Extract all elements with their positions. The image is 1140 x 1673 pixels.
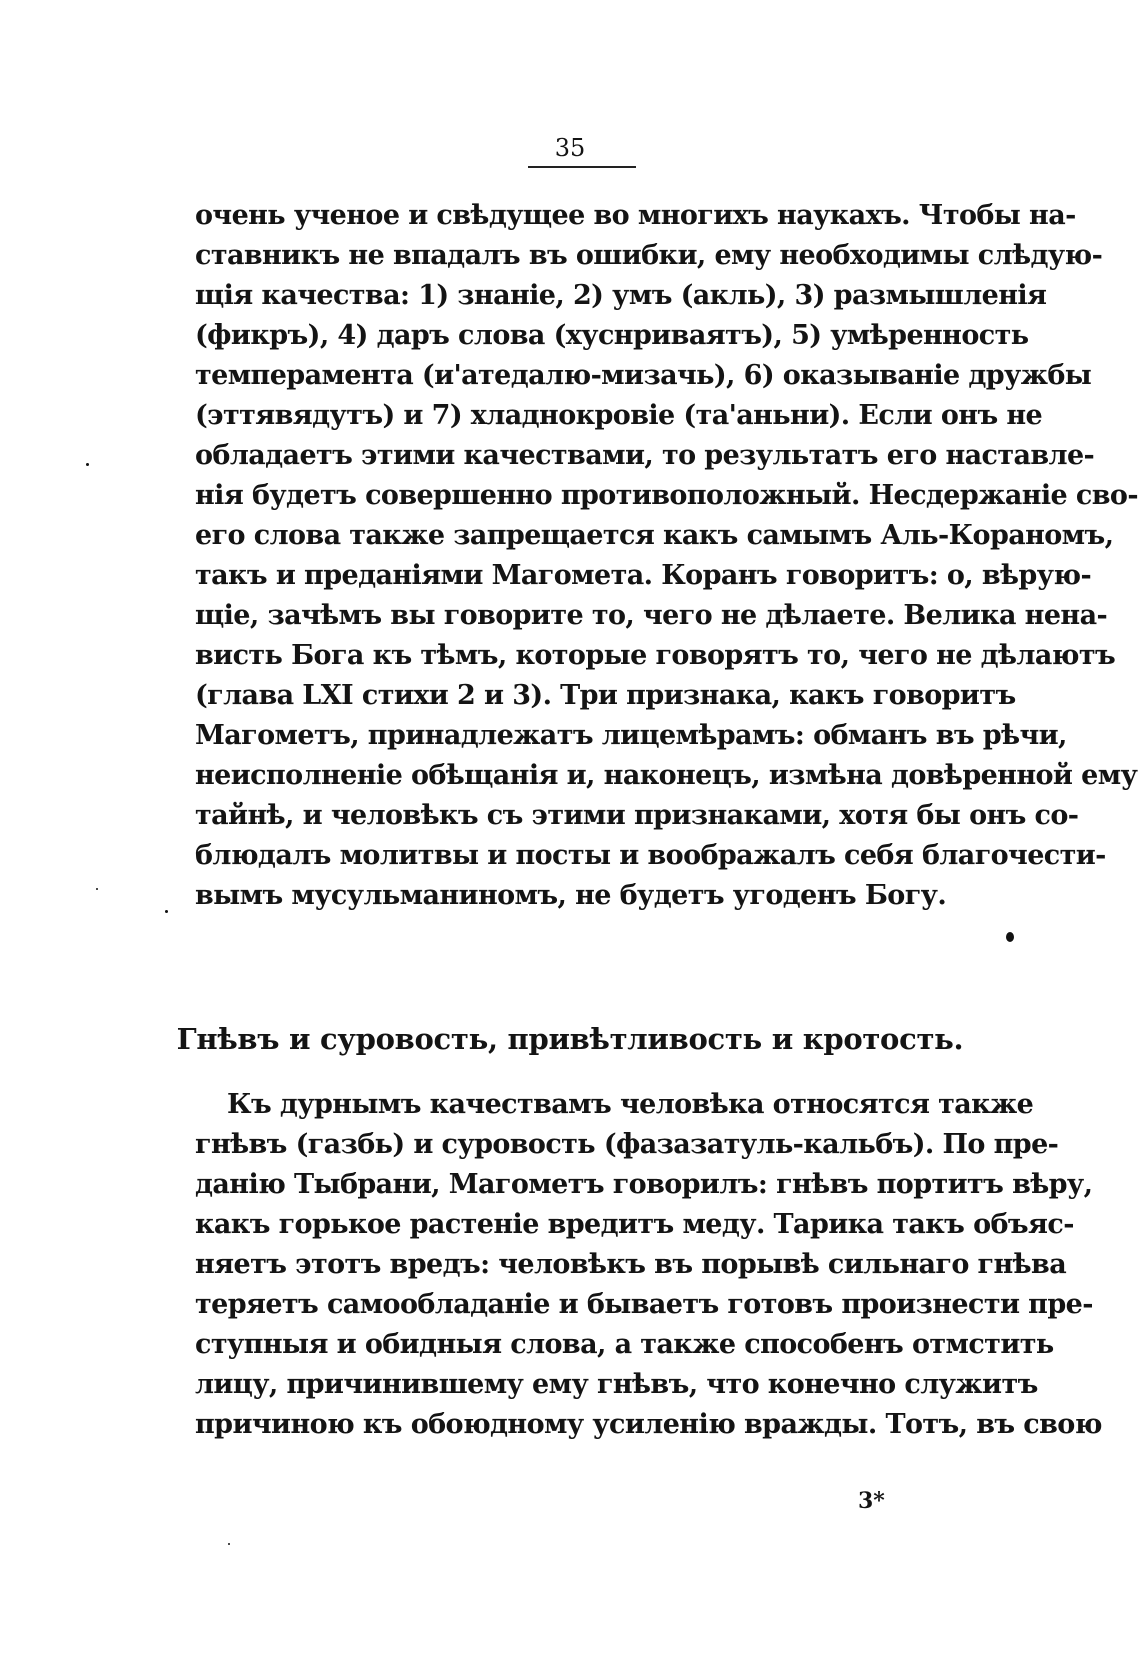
text-line: блюдалъ молитвы и посты и воображалъ себя благочести- [195, 840, 1106, 871]
text-line: темперамента (и'атедалю-мизачь), 6) оказываніе дружбы [195, 360, 1092, 391]
text-line: ступныя и обидныя слова, а также способенъ отмстить [195, 1329, 1054, 1360]
ink-speck [228, 1543, 230, 1545]
text-line: ставникъ не впадалъ въ ошибки, ему необходимы слѣдую- [195, 240, 1103, 271]
text-line: неисполненіе обѣщанія и, наконецъ, измѣна довѣренной ему [195, 760, 1138, 791]
page-number: 35 [554, 134, 586, 162]
ink-speck [165, 910, 168, 913]
text-line: теряетъ самообладаніе и бываетъ готовъ произнести пре- [195, 1289, 1093, 1320]
text-line: вымъ мусульманиномъ, не будетъ угоденъ Богу. [195, 880, 947, 911]
text-line: нія будетъ совершенно противоположный. Несдержаніе сво- [195, 480, 1138, 511]
text-line: Къ дурнымъ качествамъ человѣка относятся также [227, 1089, 1034, 1120]
section-heading: Гнѣвъ и суровость, привѣтливость и кротость. [176, 1022, 964, 1056]
header-rule [528, 166, 636, 168]
text-line: обладаетъ этими качествами, то результатъ его наставле- [195, 440, 1095, 471]
text-line: его слова также запрещается какъ самымъ Аль-Кораномъ, [195, 520, 1114, 551]
text-line: няетъ этотъ вредъ: человѣкъ въ порывѣ сильнаго гнѣва [195, 1249, 1067, 1280]
ink-speck [96, 888, 98, 890]
text-line: причиною къ обоюдному усиленію вражды. Тотъ, въ свою [195, 1409, 1102, 1440]
signature-mark: 3* [858, 1488, 885, 1514]
text-line: данію Тыбрани, Магометъ говорилъ: гнѣвъ портитъ вѣру, [195, 1169, 1093, 1200]
text-line: Магометъ, принадлежатъ лицемѣрамъ: обманъ въ рѣчи, [195, 720, 1067, 751]
text-line: висть Бога къ тѣмъ, которые говорятъ то, чего не дѣлаютъ [195, 640, 1116, 671]
text-line: щія качества: 1) знаніе, 2) умъ (акль), 3) размышленія [195, 280, 1047, 311]
text-line: какъ горькое растеніе вредитъ меду. Тарика такъ объяс- [195, 1209, 1074, 1240]
text-line: (глава LXI стихи 2 и 3). Три признака, какъ говоритъ [195, 680, 1016, 711]
ink-speck [1006, 932, 1014, 942]
text-line: щіе, зачѣмъ вы говорите то, чего не дѣлаете. Велика нена- [195, 600, 1108, 631]
text-line: (фикръ), 4) даръ слова (хуснриваятъ), 5) умѣренность [195, 320, 1029, 351]
text-line: очень ученое и свѣдущее во многихъ наукахъ. Чтобы на- [195, 200, 1076, 231]
text-line: лицу, причинившему ему гнѣвъ, что конечно служитъ [195, 1369, 1038, 1400]
text-line: гнѣвъ (газбь) и суровость (фазазатуль-кальбъ). По пре- [195, 1129, 1059, 1160]
text-line: тайнѣ, и человѣкъ съ этими признаками, хотя бы онъ со- [195, 800, 1079, 831]
text-line: такъ и преданіями Магомета. Коранъ говоритъ: о, вѣрую- [195, 560, 1092, 591]
ink-speck [86, 463, 89, 466]
text-line: (эттявядутъ) и 7) хладнокровіе (та'аньни). Если онъ не [195, 400, 1043, 431]
